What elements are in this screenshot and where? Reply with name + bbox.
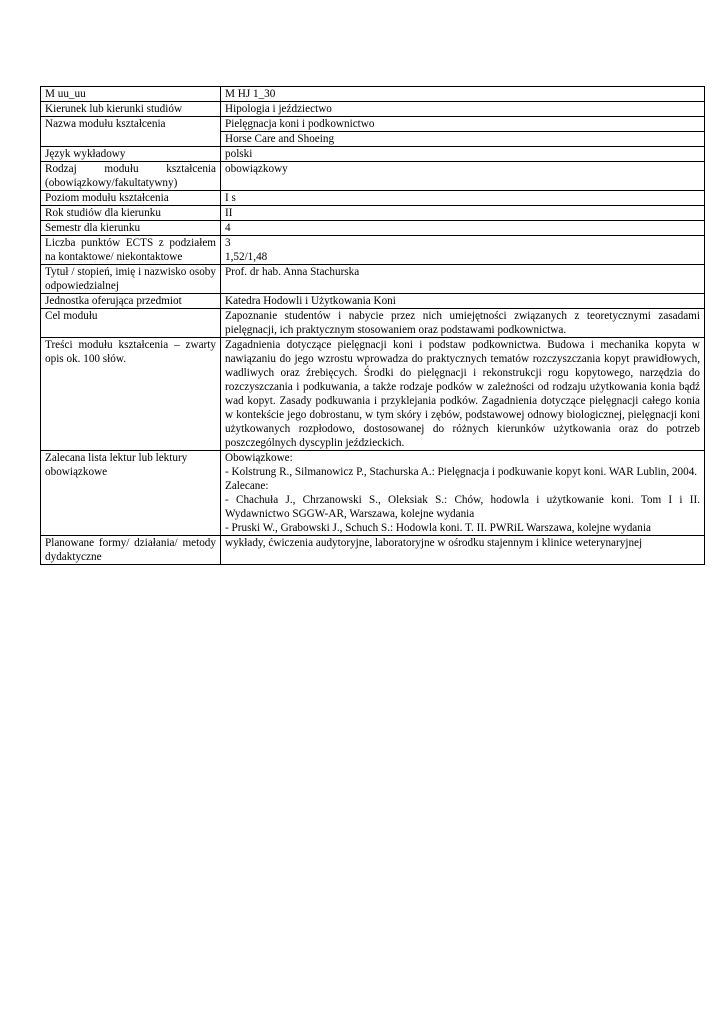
ects-total: 3 [225,237,231,249]
row-value: obowiązkowy [221,162,705,191]
row-label: Treści modułu kształcenia – zwarty opis ok. 100 słów. [41,338,221,451]
row-value: II [221,206,705,221]
row-value: Zapoznanie studentów i nabycie przez nich umiejętności związanych z teoretycznymi zasadami pielęgnacji, ich praktycznym stosowaniem oraz podstawami podkownictwa. [221,309,705,338]
row-value: Zagadnienia dotyczące pielęgnacji koni i podstaw podkownictwa. Budowa i mechanika kopyta w nawiązaniu do jego wzrostu wprowadza do praktycznych tematów rozczyszczania kopyt prawidłowych, wadliwych oraz źrebięcych. Środki do pielęgnacji i rekonstrukcji rogu kopytowego, narzędzia do rozczyszczania i podkuwania, a także rodzaje podków w zależności od rodzaju użytkowania konia bądź wad kopyt. Zasady podkuwania i przyklejania podków. Zagadnienia dotyczące pielęgnacji całego konia w kontekście jego dobrostanu, w tym skóry i zębów, podstawowej odnowy biologicznej, pielęgnacji koni użytkowanych rozpłodowo, dostosowanej do różnych kierunków użytkowania oraz do potrzeb poszczególnych dyscyplin jeździeckich. [221,338,705,451]
reading-item: - Pruski W., Grabowski J., Schuch S.: Hodowla koni. T. II. PWRiL Warszawa, kolejne wydania [225,522,651,534]
row-value: Hipologia i jeździectwo [221,102,705,117]
row-label: Poziom modułu kształcenia [41,191,221,206]
table-row-reading-list [41,451,705,536]
row-label: Jednostka oferująca przedmiot [41,294,221,309]
row-label: Nazwa modułu kształcenia [41,117,221,147]
table-row-module-content [41,338,705,451]
table-row-module-name [41,117,705,132]
row-value: I s [221,191,705,206]
row-value: Prof. dr hab. Anna Stachurska [221,265,705,294]
table-row-year [41,206,705,221]
row-value: wykłady, ćwiczenia audytoryjne, laboratoryjne w ośrodku stajennym i klinice weterynaryjnej [221,536,705,565]
row-value-english: Horse Care and Shoeing [221,132,705,147]
reading-item: - Kolstrung R., Silmanowicz P., Stachurska A.: Pielęgnacja i podkuwanie kopyt koni. WAR Lublin, 2004. [225,466,698,478]
row-value: Pielęgnacja koni i podkownictwo [221,117,705,132]
row-label: Kierunek lub kierunki studiów [41,102,221,117]
ects-split: 1,52/1,48 [225,251,268,263]
row-label: Rodzaj modułu kształcenia (obowiązkowy/fakultatywny) [41,162,221,191]
table-row-ects [41,236,705,265]
row-label: Planowane formy/ działania/ metody dydaktyczne [41,536,221,565]
row-value: Katedra Hodowli i Użytkowania Koni [221,294,705,309]
row-label: Język wykładowy [41,147,221,162]
row-value: 4 [221,221,705,236]
row-value: polski [221,147,705,162]
reading-heading-required: Obowiązkowe: [225,452,293,464]
row-value: M HJ 1_30 [221,87,705,102]
table-row-teaching-methods [41,536,705,565]
row-label: Tytuł / stopień, imię i nazwisko osoby odpowiedzialnej [41,265,221,294]
row-label: Rok studiów dla kierunku [41,206,221,221]
row-label: M uu_uu [41,87,221,102]
module-description-table [40,86,705,565]
table-row-module-goal [41,309,705,338]
module-card [40,86,700,565]
table-row-unit [41,294,705,309]
reading-heading-recommended: Zalecane: [225,480,269,492]
table-row-field-of-study [41,102,705,117]
table-row-responsible-person [41,265,705,294]
reading-list [221,451,705,536]
row-label: Liczba punktów ECTS z podziałem na kontaktowe/ niekontaktowe [41,236,221,265]
table-row-level [41,191,705,206]
row-label: Zalecana lista lektur lub lektury obowiązkowe [41,451,221,536]
table-row-semester [41,221,705,236]
table-row-module-code [41,87,705,102]
row-label: Cel modułu [41,309,221,338]
row-label: Semestr dla kierunku [41,221,221,236]
reading-item: - Chachuła J., Chrzanowski S., Oleksiak S.: Chów, hodowla i użytkowanie koni. Tom I i II. Wydawnictwo SGGW-AR, Warszawa, kolejne wydania [225,494,700,520]
table-row-language [41,147,705,162]
table-row-module-type [41,162,705,191]
row-value [221,236,705,265]
